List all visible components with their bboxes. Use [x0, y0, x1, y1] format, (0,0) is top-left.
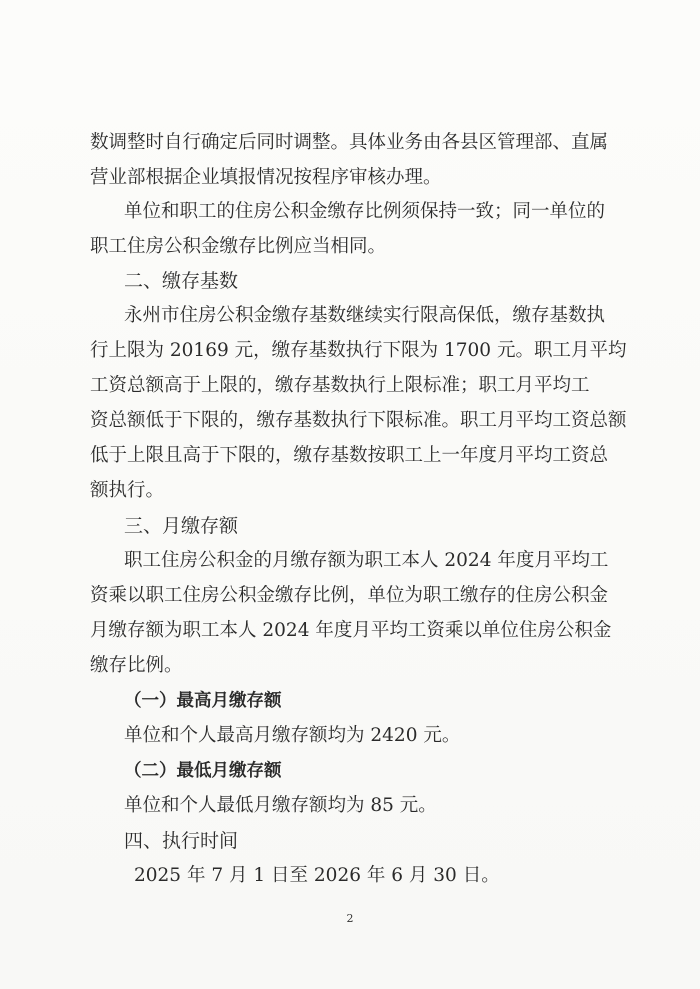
subsection-heading: （一）最高月缴存额	[124, 691, 282, 711]
page-number: 2	[346, 912, 354, 925]
body-text-line: 工资总额高于上限的，缴存基数执行上限标准；职工月平均工	[90, 375, 590, 396]
body-text-line: 额执行。	[90, 480, 165, 501]
section-heading: 二、缴存基数	[124, 270, 239, 292]
body-text-line: 职工住房公积金的月缴存额为职工本人 2024 年度月平均工	[124, 550, 609, 571]
body-text-line: 永州市住房公积金缴存基数继续实行限高保低，缴存基数执	[124, 305, 606, 326]
body-text-line: 营业部根据企业填报情况按程序审核办理。	[90, 167, 442, 188]
body-text-line: 职工住房公积金缴存比例应当相同。	[90, 236, 387, 257]
body-text-line: 低于上限且高于下限的，缴存基数按职工上一年度月平均工资总	[90, 445, 609, 466]
section-heading: 三、月缴存额	[124, 515, 239, 537]
body-text-line: 单位和个人最低月缴存额均为 85 元。	[124, 795, 437, 816]
body-text-line: 资乘以职工住房公积金缴存比例，单位为职工缴存的住房公积金	[90, 585, 609, 606]
body-text-line: 行上限为 20169 元，缴存基数执行下限为 1700 元。职工月平均	[90, 340, 627, 361]
body-text-line: 单位和职工的住房公积金缴存比例须保持一致；同一单位的	[124, 201, 606, 222]
section-heading: 四、执行时间	[124, 830, 239, 852]
body-text-line: 单位和个人最高月缴存额均为 2420 元。	[124, 725, 461, 746]
body-text-line: 月缴存额为职工本人 2024 年度月平均工资乘以单位住房公积金	[90, 620, 612, 641]
body-text-line: 数调整时自行确定后同时调整。具体业务由各县区管理部、直属	[90, 132, 609, 153]
subsection-heading: （二）最低月缴存额	[124, 761, 282, 781]
body-text-line: 2025 年 7 月 1 日至 2026 年 6 月 30 日。	[134, 865, 500, 886]
body-text-line: 缴存比例。	[90, 655, 183, 676]
body-text-line: 资总额低于下限的，缴存基数执行下限标准。职工月平均工资总额	[90, 410, 627, 431]
